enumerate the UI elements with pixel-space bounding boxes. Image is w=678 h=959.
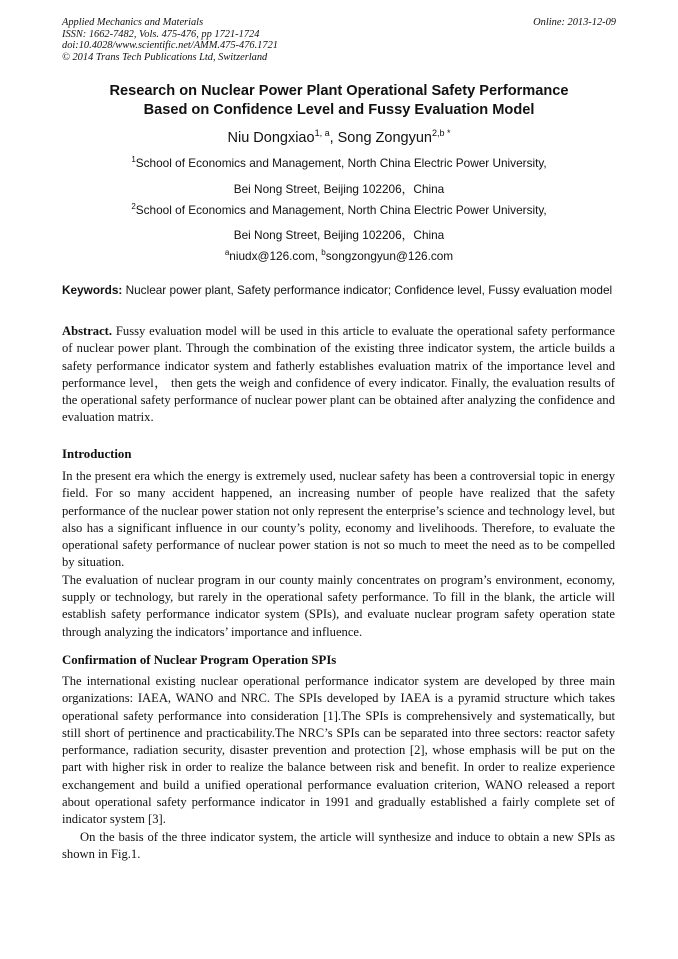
affiliation-1-line-2: Bei Nong Street, Beijing 102206，China [233, 182, 445, 196]
email-b: songzongyun@126.com [325, 249, 454, 263]
abstract-text: Fussy evaluation model will be used in this article to evaluate the operational safety performance of nuclear power plant. Through the combination of the existing three indicator system, the article builds a safety performance indicator system and fatherly establishes evaluation matrix of the importance level and performance level， then gets the weigh and confidence of every indicator. Finally, the evaluation results of the operational safety performance of nuclear power plant can be obtained after analyzing the confidence and evaluation matrix. [62, 324, 615, 425]
affiliation-2-line-1 [40, 203, 638, 217]
paper-title [40, 82, 638, 120]
abstract-label: Abstract. [62, 324, 113, 338]
copyright-line: © 2014 Trans Tech Publications Ltd, Switzerland [62, 51, 268, 63]
email-b-superscript: b [321, 248, 326, 257]
title-line-1: Research on Nuclear Power Plant Operational Safety Performance [109, 83, 569, 99]
author-2-superscript: 2,b * [431, 128, 451, 138]
email-a: niudx@126.com, [229, 249, 322, 263]
email-line [40, 249, 638, 263]
author-separator: , [329, 130, 338, 146]
journal-name: Applied Mechanics and Materials [62, 17, 204, 28]
introduction-body [62, 468, 615, 641]
introduction-paragraph-1: In the present era which the energy is extremely used, nuclear safety has been a controversial topic in energy field. For so many accident happened, an increasing number of people have realized that the safety performance of the nuclear power station not only represent the enterprise’s science and technology level, but also has a significant influence in our county’s polity, economy and livelihoods. Therefore, to evaluate the operational safety performance of nuclear power station is not so much to meet the need as to be compelled by situation. [62, 469, 615, 570]
keywords [62, 283, 615, 297]
introduction-heading: Introduction [62, 447, 132, 461]
affiliation-1-line-1 [40, 156, 638, 170]
author-list [40, 130, 638, 146]
abstract-paragraph [62, 323, 615, 427]
author-2: Song Zongyun [337, 130, 432, 146]
issn-line: ISSN: 1662-7482, Vols. 475-476, pp 1721-1724 [62, 28, 260, 40]
affiliation-1-superscript: 1 [131, 155, 136, 164]
affiliation-2-superscript: 2 [131, 202, 136, 211]
keywords-text: Nuclear power plant, Safety performance indicator; Confidence level, Fussy evaluation model [122, 283, 613, 297]
confirmation-heading: Confirmation of Nuclear Program Operation SPIs [62, 653, 337, 667]
doi-line: doi:10.4028/www.scientific.net/AMM.475-476.1721 [62, 40, 278, 52]
online-date: Online: 2013-12-09 [533, 17, 616, 28]
email-a-superscript: a [224, 248, 230, 257]
author-1-superscript: 1, a [314, 128, 330, 138]
confirmation-paragraph-1: The international existing nuclear operational performance indicator system are developed by three main organizations: IAEA, WANO and NRC. The SPIs developed by IAEA is a pyramid structure which takes operational safety performance into consideration [1].The SPIs is comprehensively and systematically, but still short of pertinence and practicability.The NRC’s SPIs can be separated into three sectors: reactor safety performance, radiation security, disaster prevention and protection [2], whose emphasis will be put on the part with higher risk in order to realize the balance between risk and benefit. In order to realize experience exchangement and build a unified operational performance evaluation criterion, WANO released a report about operational safety performance indicator in 1991 and gradually established a fairly complete set of indicator system [3]. [62, 674, 615, 827]
keywords-label: Keywords: [62, 283, 123, 297]
author-1: Niu Dongxiao [227, 130, 315, 146]
affiliation-2-text: School of Economics and Management, North China Electric Power University, [135, 203, 547, 217]
abstract [62, 323, 615, 427]
title-line-2: Based on Confidence Level and Fussy Evaluation Model [143, 102, 535, 118]
journal-metadata [62, 17, 278, 63]
introduction-paragraph-2: The evaluation of nuclear program in our county mainly concentrates on program’s environment, economy, supply or technology, but rarely in the operational safety performance. To fill in the blank, the article will establish safety performance indicator system (SPIs), and evaluate nuclear program safety operation state through analyzing the indicators’ importance and influence. [62, 572, 615, 639]
affiliation-2-line-2: Bei Nong Street, Beijing 102206，China [233, 228, 445, 242]
affiliation-1-text: School of Economics and Management, North China Electric Power University, [135, 156, 547, 170]
confirmation-paragraph-2: On the basis of the three indicator system, the article will synthesize and induce to obtain a new SPIs as shown in Fig.1. [62, 829, 615, 861]
confirmation-body [62, 673, 615, 863]
